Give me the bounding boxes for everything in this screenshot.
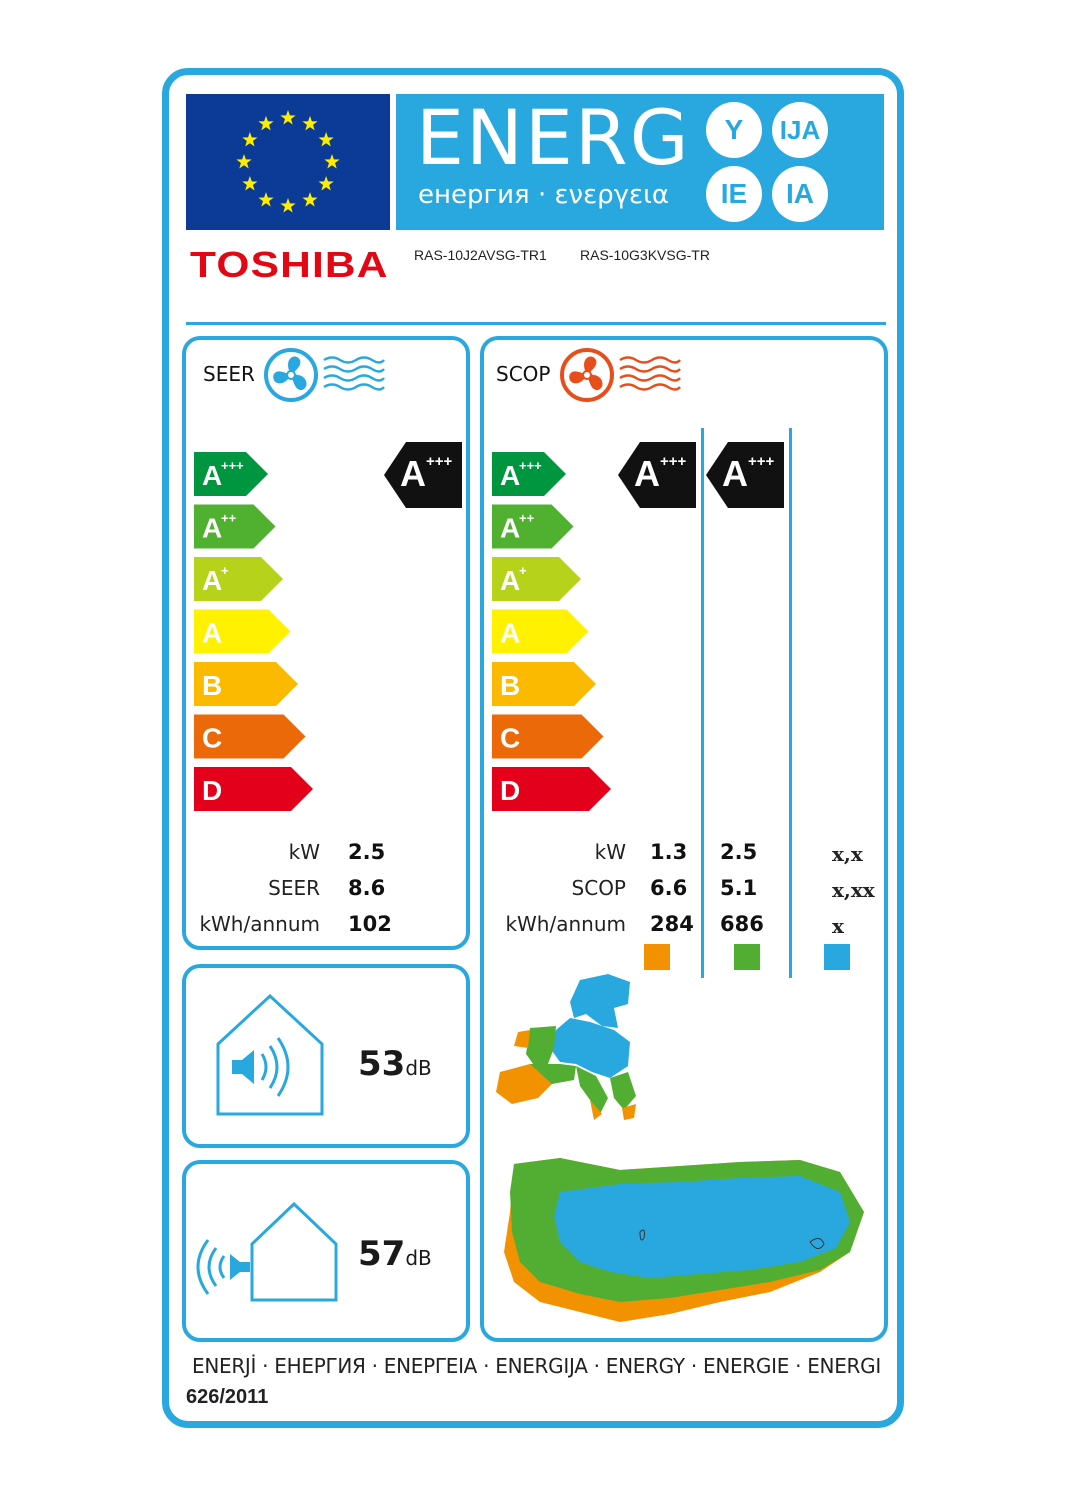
seer-row-label-seer: SEER — [268, 876, 320, 900]
scale-class-2 — [492, 557, 581, 601]
svg-text:A: A — [634, 453, 660, 494]
seer-row-label-kw: kW — [288, 840, 320, 864]
europe-climate-map — [490, 968, 650, 1128]
scale-class-3 — [194, 610, 291, 654]
svg-text:A: A — [202, 512, 223, 544]
eu-flag — [186, 94, 390, 230]
indoor-sound-house-icon — [214, 994, 330, 1118]
scale-class-4 — [492, 662, 596, 706]
seer-value-kw: 2.5 — [348, 840, 386, 864]
eu-star — [319, 132, 334, 146]
cooling-fan-icon — [262, 346, 392, 404]
scale-class-1 — [492, 505, 574, 549]
svg-text:C: C — [500, 722, 521, 754]
header-divider — [186, 322, 886, 325]
svg-text:++: ++ — [221, 510, 237, 526]
scale-class-2 — [194, 557, 283, 601]
svg-text:D: D — [202, 775, 223, 806]
scale-class-0 — [194, 452, 268, 496]
suffix-y: Y — [706, 102, 762, 158]
seer-efficiency-scale — [194, 452, 324, 816]
eu-star — [319, 176, 334, 190]
seer-title: SEER — [203, 362, 255, 386]
scop-column-divider-1 — [701, 428, 704, 978]
eu-star — [302, 192, 317, 206]
scop-cold-scop: x,xx — [832, 878, 875, 902]
seer-value-kwh: 102 — [348, 912, 392, 936]
scop-cold-kwh: x — [832, 914, 844, 938]
model-indoor: RAS-10J2AVSG-TR1 — [414, 247, 547, 263]
svg-text:A: A — [722, 453, 748, 494]
eu-star — [258, 192, 273, 206]
scop-title: SCOP — [496, 362, 551, 386]
energy-subtitle: енергия · ενεργεια — [418, 180, 669, 210]
indoor-noise-unit: dB — [405, 1056, 432, 1080]
turkey-climate-map — [500, 1152, 870, 1332]
scop-warm-kw: 1.3 — [650, 840, 688, 864]
outdoor-noise-number: 57 — [358, 1234, 406, 1274]
zone-warm-swatch — [644, 944, 670, 970]
eu-star — [280, 198, 295, 212]
scale-class-0 — [492, 452, 566, 496]
footer-regulation: 626/2011 — [186, 1386, 269, 1408]
indoor-noise-value — [358, 1044, 432, 1084]
svg-text:C: C — [202, 722, 223, 754]
heating-fan-icon — [558, 346, 688, 404]
energy-word: ENERG — [416, 93, 691, 182]
svg-text:D: D — [500, 775, 521, 806]
scale-class-4 — [194, 662, 298, 706]
suffix-ija: IJA — [772, 102, 828, 158]
energy-banner — [396, 94, 884, 230]
zone-cold-swatch — [824, 944, 850, 970]
scop-row-label-kwh: kWh/annum — [505, 912, 626, 936]
svg-text:+++: +++ — [660, 453, 687, 470]
scale-class-5 — [492, 715, 604, 759]
eu-star — [242, 132, 257, 146]
outdoor-noise-unit: dB — [405, 1246, 432, 1270]
svg-text:A: A — [500, 565, 521, 596]
svg-text:A: A — [202, 460, 223, 491]
brand-logo: TOSHIBA — [190, 244, 389, 285]
eu-star — [242, 176, 257, 190]
scale-class-6 — [194, 767, 313, 811]
eu-star — [302, 116, 317, 130]
scop-cold-kw: x,x — [832, 842, 863, 866]
svg-text:A: A — [500, 617, 521, 649]
footer-languages: ENERJİ · ЕНЕРГИЯ · ΕΝΕΡΓΕΙΑ · ENERGIJA · ENERGY · ENERGIE · ENERGI — [192, 1354, 881, 1378]
scop-row-label-scop: SCOP — [571, 876, 626, 900]
seer-rating-arrow — [384, 442, 464, 510]
scop-rating-arrow-warm — [618, 442, 698, 510]
svg-text:+: + — [519, 563, 527, 578]
eu-star — [258, 116, 273, 130]
svg-text:B: B — [202, 670, 223, 701]
svg-text:A: A — [500, 512, 521, 544]
eu-star — [324, 154, 339, 168]
svg-text:A: A — [500, 460, 521, 491]
svg-text:+++: +++ — [748, 453, 775, 470]
svg-text:++: ++ — [519, 510, 535, 526]
scop-rating-arrow-average — [706, 442, 786, 510]
scale-class-1 — [194, 505, 276, 549]
suffix-ia: IA — [772, 166, 828, 222]
svg-text:A: A — [400, 453, 426, 494]
svg-text:+++: +++ — [519, 458, 542, 473]
scop-average-kw: 2.5 — [720, 840, 758, 864]
outdoor-noise-value — [358, 1234, 432, 1274]
indoor-noise-number: 53 — [358, 1044, 406, 1084]
svg-text:+++: +++ — [426, 453, 453, 470]
zone-average-swatch — [734, 944, 760, 970]
scop-average-scop: 5.1 — [720, 876, 758, 900]
model-outdoor: RAS-10G3KVSG-TR — [580, 247, 710, 263]
suffix-ie: IE — [706, 166, 762, 222]
svg-text:A: A — [202, 617, 223, 649]
scop-efficiency-scale — [492, 452, 622, 816]
svg-text:A: A — [202, 565, 223, 596]
scop-average-kwh: 686 — [720, 912, 764, 936]
outdoor-sound-house-icon — [196, 1198, 340, 1306]
scale-class-6 — [492, 767, 611, 811]
eu-stars-icon — [186, 94, 390, 230]
seer-row-label-kwh: kWh/annum — [199, 912, 320, 936]
scale-class-3 — [492, 610, 589, 654]
scop-warm-scop: 6.6 — [650, 876, 688, 900]
eu-star — [236, 154, 251, 168]
scop-warm-kwh: 284 — [650, 912, 694, 936]
scale-class-5 — [194, 715, 306, 759]
scop-column-divider-2 — [789, 428, 792, 978]
seer-value-seer: 8.6 — [348, 876, 386, 900]
scop-row-label-kw: kW — [594, 840, 626, 864]
svg-text:+++: +++ — [221, 458, 244, 473]
eu-star — [280, 110, 295, 124]
svg-text:B: B — [500, 670, 521, 701]
svg-text:+: + — [221, 563, 229, 578]
